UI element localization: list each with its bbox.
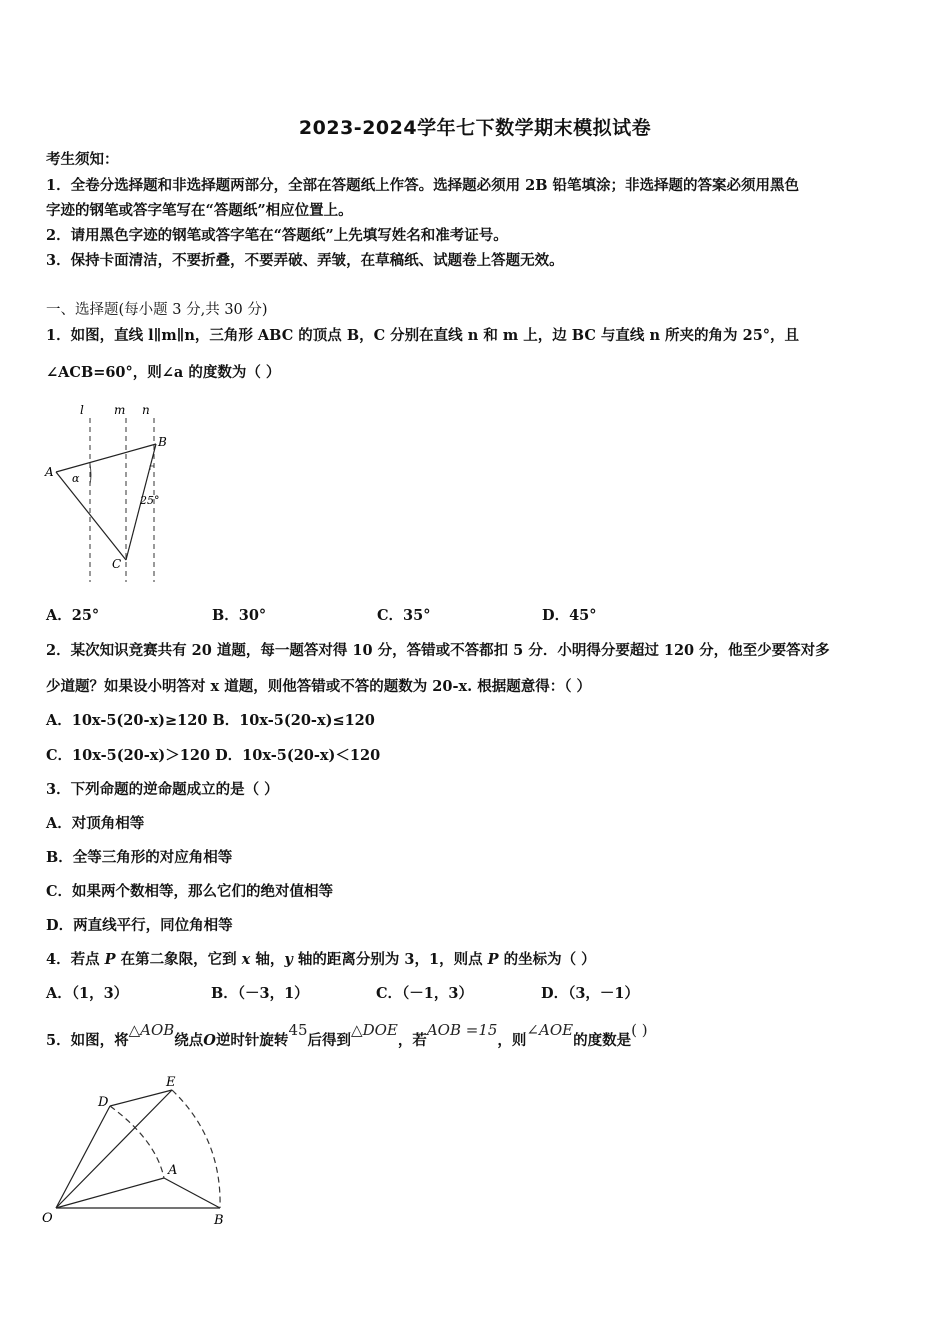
q2-options-ab[interactable]: A．10x-5(20-x)≥120 B．10x-5(20-x)≤120: [46, 712, 375, 729]
q1-option-d[interactable]: D．45°: [542, 607, 597, 624]
q5-text-5: ，若: [397, 1032, 427, 1049]
q5-text-6: ，则: [497, 1032, 527, 1049]
label-o: O: [42, 1211, 53, 1226]
notice-line-3: 3．保持卡面清洁，不要折叠，不要弄破、弄皱，在草稿纸、试题卷上答题无效。: [46, 252, 564, 269]
q5-text-2: 绕点: [174, 1032, 204, 1049]
q4-option-d[interactable]: D．（3，－1）: [541, 985, 640, 1002]
arc-da: [110, 1106, 164, 1178]
q1-option-b[interactable]: B．30°: [212, 607, 267, 624]
q5-math-triangle-aob: △AOB: [128, 1021, 175, 1039]
q4-point-p: P: [104, 951, 116, 968]
q1-option-a[interactable]: A．25°: [46, 607, 100, 624]
label-b: B: [214, 1213, 224, 1228]
q4-stem: [46, 950, 596, 970]
q4-text-2: 在第二象限，它到: [115, 951, 242, 968]
label-alpha: α: [72, 472, 80, 485]
q1-figure: [40, 400, 180, 588]
q5-text-1: 5．如图，将: [46, 1032, 129, 1049]
q5-point-o: O: [203, 1032, 216, 1049]
q3-option-c[interactable]: C．如果两个数相等，那么它们的绝对值相等: [46, 883, 334, 900]
label-a: A: [45, 465, 54, 479]
q5-math-angle-aoe: ∠AOE: [526, 1021, 574, 1039]
notice-line-1b: 字迹的钢笔或答字笔写在“答题纸”相应位置上。: [46, 202, 353, 219]
q5-text-4: 后得到: [307, 1032, 352, 1049]
q3-option-a[interactable]: A．对顶角相等: [46, 815, 145, 832]
label-c: C: [112, 557, 122, 571]
label-m: m: [114, 403, 126, 417]
side-ab: [56, 444, 156, 472]
q4-text-4: 轴的距离分别为 3，1，则点: [292, 951, 488, 968]
q4-option-a[interactable]: A．（1，3）: [46, 985, 129, 1002]
q3-stem: 3．下列命题的逆命题成立的是（ ）: [46, 781, 279, 798]
side-oa: [56, 1178, 164, 1208]
q4-text-1: 4．若点: [46, 951, 105, 968]
q4-point-p-2: P: [487, 951, 499, 968]
q5-text-3: 逆时针旋转: [215, 1032, 289, 1049]
q2-options-cd[interactable]: C．10x-5(20-x)＞120 D．10x-5(20-x)＜120: [46, 747, 381, 764]
side-ac: [56, 472, 126, 560]
q5-math-45: 45: [288, 1021, 308, 1039]
q3-option-b[interactable]: B．全等三角形的对应角相等: [46, 849, 233, 866]
label-e: E: [166, 1075, 176, 1090]
q4-text-3: 轴，: [250, 951, 285, 968]
label-l: l: [80, 403, 84, 417]
q1-line-2: ∠ACB=60°，则∠a 的度数为（ ）: [46, 364, 281, 381]
notice-line-1a: 1．全卷分选择题和非选择题两部分，全部在答题纸上作答。选择题必须用 2B 铅笔填涂；非选择题的答案必须用黑色: [46, 177, 800, 194]
q4-axis-x: x: [241, 951, 251, 968]
section-heading: 一、选择题(每小题 3 分,共 30 分): [46, 302, 268, 318]
q4-option-b[interactable]: B．（－3，1）: [211, 985, 309, 1002]
q5-math-aob-15: AOB =15: [426, 1021, 498, 1039]
notice-line-2: 2．请用黑色字迹的钢笔或答字笔在“答题纸”上先填写姓名和准考证号。: [46, 227, 508, 244]
q5-answer-paren: ( ): [631, 1021, 648, 1039]
notice-heading: 考生须知：: [46, 151, 119, 168]
q4-axis-y: y: [284, 951, 293, 968]
q5-math-triangle-doe: △DOE: [351, 1021, 398, 1039]
q1-option-c[interactable]: C．35°: [377, 607, 431, 624]
q2-line-2: 少道题？如果设小明答对 x 道题，则他答错或不答的题数为 20-x. 根据题意得：（ ）: [46, 678, 592, 695]
page-title: 2023-2024学年七下数学期末模拟试卷: [298, 117, 652, 139]
q5-stem: [46, 1021, 648, 1051]
q5-text-7: 的度数是: [573, 1032, 632, 1049]
label-n: n: [142, 403, 150, 417]
label-d: D: [98, 1095, 109, 1110]
label-b: B: [158, 435, 167, 449]
label-angle-25: 25°: [140, 494, 160, 507]
q1-line-1: 1．如图，直线 l∥m∥n，三角形 ABC 的顶点 B，C 分别在直线 n 和 m 上，边 BC 与直线 n 所夹的角为 25°，且: [46, 327, 800, 344]
side-de: [110, 1090, 172, 1106]
arc-eb: [172, 1090, 220, 1208]
q2-line-1: 2．某次知识竞赛共有 20 道题，每一题答对得 10 分，答错或不答都扣 5 分．小明得分要超过 120 分，他至少要答对多: [46, 642, 830, 659]
side-ab: [164, 1178, 220, 1208]
q4-option-c[interactable]: C．（－1，3）: [376, 985, 473, 1002]
q3-option-d[interactable]: D．两直线平行，同位角相等: [46, 917, 233, 934]
side-oe: [56, 1090, 172, 1208]
q4-text-5: 的坐标为（ ）: [498, 951, 596, 968]
q5-figure: [38, 1068, 238, 1232]
side-od: [56, 1106, 110, 1208]
label-a: A: [168, 1163, 178, 1178]
